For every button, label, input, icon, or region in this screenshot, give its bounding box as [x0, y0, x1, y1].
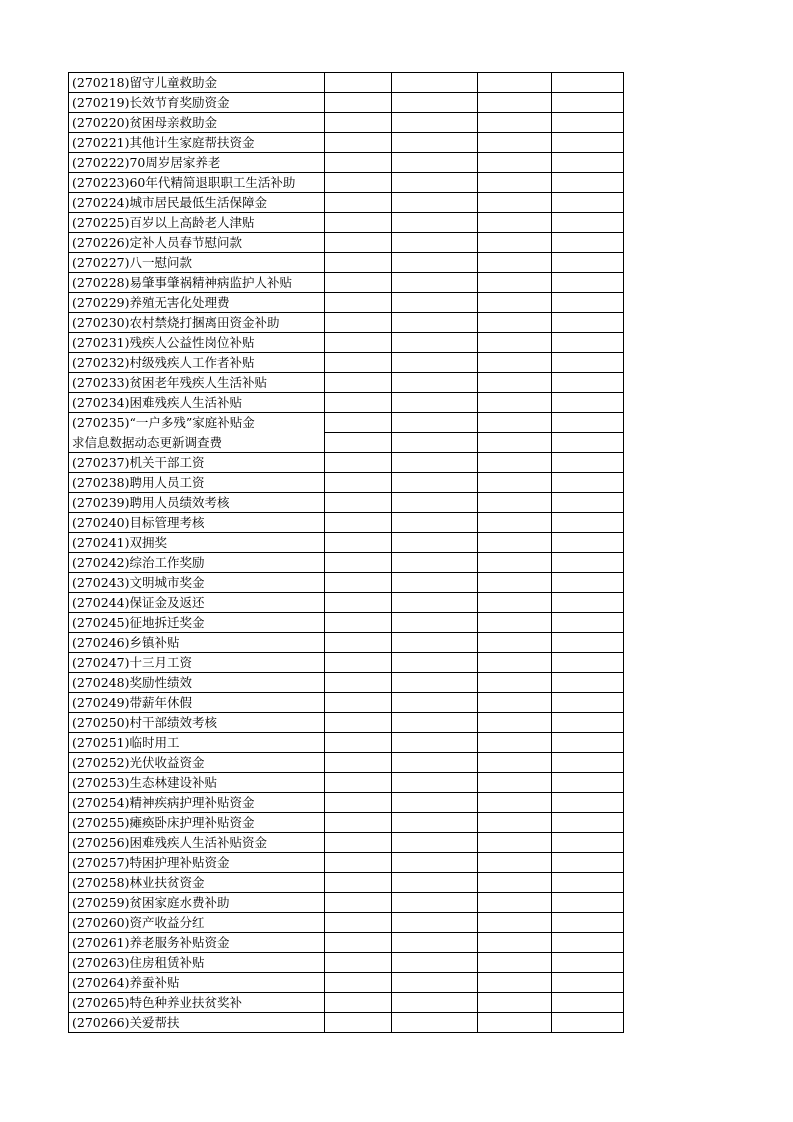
- empty-cell[interactable]: [552, 593, 624, 613]
- empty-cell[interactable]: [552, 373, 624, 393]
- empty-cell[interactable]: [552, 693, 624, 713]
- empty-cell[interactable]: [552, 273, 624, 293]
- empty-cell[interactable]: [552, 233, 624, 253]
- empty-cell[interactable]: [552, 1013, 624, 1033]
- empty-cell[interactable]: [392, 593, 478, 613]
- empty-cell[interactable]: [552, 73, 624, 93]
- empty-cell[interactable]: [478, 93, 552, 113]
- item-label-cell[interactable]: (270251)临时用工: [69, 733, 325, 753]
- empty-cell[interactable]: [325, 133, 392, 153]
- empty-cell[interactable]: [325, 533, 392, 553]
- empty-cell[interactable]: [392, 853, 478, 873]
- table-row: [69, 233, 624, 253]
- table-row: [69, 173, 624, 193]
- table-row: [69, 373, 624, 393]
- empty-cell[interactable]: [325, 633, 392, 653]
- empty-cell[interactable]: [552, 513, 624, 533]
- empty-cell[interactable]: [478, 1013, 552, 1033]
- empty-cell[interactable]: [392, 73, 478, 93]
- empty-cell[interactable]: [478, 213, 552, 233]
- empty-cell[interactable]: [552, 973, 624, 993]
- table-row: [69, 933, 624, 953]
- empty-cell[interactable]: [478, 293, 552, 313]
- empty-cell[interactable]: [325, 93, 392, 113]
- table-body: [69, 73, 624, 1033]
- empty-cell[interactable]: [392, 613, 478, 633]
- table-row: [69, 153, 624, 173]
- item-label-cell[interactable]: (270256)困难残疾人生活补贴资金: [69, 833, 325, 853]
- empty-cell[interactable]: [552, 813, 624, 833]
- empty-cell[interactable]: [478, 233, 552, 253]
- empty-cell[interactable]: [392, 813, 478, 833]
- empty-cell[interactable]: [478, 813, 552, 833]
- item-label-cell[interactable]: (270259)贫困家庭水费补助: [69, 893, 325, 913]
- empty-cell[interactable]: [478, 713, 552, 733]
- empty-cell[interactable]: [392, 793, 478, 813]
- empty-cell[interactable]: [552, 473, 624, 493]
- empty-cell[interactable]: [325, 893, 392, 913]
- empty-cell[interactable]: [552, 933, 624, 953]
- item-label-cell[interactable]: (270244)保证金及返还: [69, 593, 325, 613]
- empty-cell[interactable]: [392, 93, 478, 113]
- item-label-cell[interactable]: (270242)综治工作奖励: [69, 553, 325, 573]
- table-row: [69, 833, 624, 853]
- empty-cell[interactable]: [325, 1013, 392, 1033]
- empty-cell[interactable]: [552, 753, 624, 773]
- empty-cell[interactable]: [325, 473, 392, 493]
- item-label-cell[interactable]: (270250)村干部绩效考核: [69, 713, 325, 733]
- empty-cell[interactable]: [325, 753, 392, 773]
- empty-cell[interactable]: [392, 293, 478, 313]
- item-label-cell[interactable]: (270219)长效节育奖励资金: [69, 93, 325, 113]
- item-label-cell[interactable]: (270258)林业扶贫资金: [69, 873, 325, 893]
- empty-cell[interactable]: [478, 593, 552, 613]
- empty-cell[interactable]: [392, 733, 478, 753]
- empty-cell[interactable]: [552, 433, 624, 453]
- item-label-cell[interactable]: (270254)精神疾病护理补贴资金: [69, 793, 325, 813]
- empty-cell[interactable]: [552, 853, 624, 873]
- item-label-cell[interactable]: (270234)困难残疾人生活补贴: [69, 393, 325, 413]
- empty-cell[interactable]: [552, 993, 624, 1013]
- empty-cell[interactable]: [478, 893, 552, 913]
- empty-cell[interactable]: [392, 973, 478, 993]
- table-row: [69, 733, 624, 753]
- empty-cell[interactable]: [478, 173, 552, 193]
- empty-cell[interactable]: [392, 773, 478, 793]
- item-label-cell[interactable]: (270266)关爱帮扶: [69, 1013, 325, 1033]
- empty-cell[interactable]: [552, 953, 624, 973]
- empty-cell[interactable]: [325, 153, 392, 173]
- empty-cell[interactable]: [552, 353, 624, 373]
- table-row: [69, 593, 624, 613]
- empty-cell[interactable]: [392, 433, 478, 453]
- table-row: [69, 273, 624, 293]
- item-label-cell[interactable]: (270223)60年代精简退职职工生活补助: [69, 173, 325, 193]
- table-row: [69, 953, 624, 973]
- empty-cell[interactable]: [392, 893, 478, 913]
- empty-cell[interactable]: [325, 613, 392, 633]
- empty-cell[interactable]: [552, 713, 624, 733]
- item-label-cell[interactable]: (270245)征地拆迁奖金: [69, 613, 325, 633]
- empty-cell[interactable]: [325, 433, 392, 453]
- empty-cell[interactable]: [552, 453, 624, 473]
- table-row: [69, 453, 624, 473]
- empty-cell[interactable]: [478, 493, 552, 513]
- empty-cell[interactable]: [325, 253, 392, 273]
- empty-cell[interactable]: [552, 553, 624, 573]
- empty-cell[interactable]: [392, 453, 478, 473]
- table-row: [69, 93, 624, 113]
- empty-cell[interactable]: [552, 833, 624, 853]
- empty-cell[interactable]: [392, 333, 478, 353]
- item-label-cell[interactable]: (270241)双拥奖: [69, 533, 325, 553]
- item-label-cell[interactable]: (270221)其他计生家庭帮扶资金: [69, 133, 325, 153]
- empty-cell[interactable]: [392, 233, 478, 253]
- empty-cell[interactable]: [325, 773, 392, 793]
- item-label-cell[interactable]: (270222)70周岁居家养老: [69, 153, 325, 173]
- empty-cell[interactable]: [392, 953, 478, 973]
- empty-cell[interactable]: [392, 113, 478, 133]
- item-label-cell[interactable]: (270260)资产收益分红: [69, 913, 325, 933]
- empty-cell[interactable]: [392, 553, 478, 573]
- item-label-cell[interactable]: (270239)聘用人员绩效考核: [69, 493, 325, 513]
- empty-cell[interactable]: [325, 813, 392, 833]
- table-row: [69, 1013, 624, 1033]
- empty-cell[interactable]: [478, 433, 552, 453]
- item-label-cell[interactable]: (270248)奖励性绩效: [69, 673, 325, 693]
- empty-cell[interactable]: [552, 653, 624, 673]
- item-label-cell[interactable]: (270225)百岁以上高龄老人津贴: [69, 213, 325, 233]
- empty-cell[interactable]: [325, 113, 392, 133]
- item-label-cell[interactable]: (270224)城市居民最低生活保障金: [69, 193, 325, 213]
- table-row: [69, 413, 624, 433]
- empty-cell[interactable]: [478, 313, 552, 333]
- empty-cell[interactable]: [552, 793, 624, 813]
- table-row: [69, 193, 624, 213]
- table-row: [69, 493, 624, 513]
- empty-cell[interactable]: [552, 293, 624, 313]
- empty-cell[interactable]: [478, 733, 552, 753]
- empty-cell[interactable]: [325, 873, 392, 893]
- table-row: [69, 513, 624, 533]
- empty-cell[interactable]: [392, 373, 478, 393]
- table-row: [69, 313, 624, 333]
- empty-cell[interactable]: [325, 173, 392, 193]
- empty-cell[interactable]: [325, 673, 392, 693]
- empty-cell[interactable]: [325, 233, 392, 253]
- empty-cell[interactable]: [392, 253, 478, 273]
- empty-cell[interactable]: [478, 833, 552, 853]
- empty-cell[interactable]: [392, 753, 478, 773]
- empty-cell[interactable]: [392, 413, 478, 433]
- item-label-cell[interactable]: (270253)生态林建设补贴: [69, 773, 325, 793]
- empty-cell[interactable]: [552, 413, 624, 433]
- empty-cell[interactable]: [392, 833, 478, 853]
- empty-cell[interactable]: [325, 193, 392, 213]
- table-row: [69, 293, 624, 313]
- item-label-cell[interactable]: (270249)带薪年休假: [69, 693, 325, 713]
- empty-cell[interactable]: [478, 273, 552, 293]
- table-row: [69, 613, 624, 633]
- empty-cell[interactable]: [478, 553, 552, 573]
- empty-cell[interactable]: [478, 73, 552, 93]
- table-row: [69, 753, 624, 773]
- empty-cell[interactable]: [478, 113, 552, 133]
- item-label-cell[interactable]: (270255)瘫痪卧床护理补贴资金: [69, 813, 325, 833]
- empty-cell[interactable]: [552, 393, 624, 413]
- empty-cell[interactable]: [478, 573, 552, 593]
- empty-cell[interactable]: [478, 913, 552, 933]
- empty-cell[interactable]: [325, 373, 392, 393]
- table-row: [69, 673, 624, 693]
- empty-cell[interactable]: [325, 913, 392, 933]
- empty-cell[interactable]: [325, 513, 392, 533]
- item-label-cell[interactable]: (270220)贫困母亲救助金: [69, 113, 325, 133]
- empty-cell[interactable]: [325, 293, 392, 313]
- empty-cell[interactable]: [478, 193, 552, 213]
- empty-cell[interactable]: [478, 993, 552, 1013]
- empty-cell[interactable]: [478, 653, 552, 673]
- empty-cell[interactable]: [392, 133, 478, 153]
- empty-cell[interactable]: [392, 473, 478, 493]
- empty-cell[interactable]: [325, 733, 392, 753]
- empty-cell[interactable]: [392, 533, 478, 553]
- empty-cell[interactable]: [392, 673, 478, 693]
- empty-cell[interactable]: [552, 873, 624, 893]
- table-row: [69, 573, 624, 593]
- table-row: [69, 333, 624, 353]
- empty-cell[interactable]: [325, 413, 392, 433]
- empty-cell[interactable]: [325, 273, 392, 293]
- item-label-cell[interactable]: (270237)机关干部工资: [69, 453, 325, 473]
- table-row: [69, 213, 624, 233]
- empty-cell[interactable]: [478, 473, 552, 493]
- table-row: [69, 393, 624, 413]
- table-row: [69, 873, 624, 893]
- item-label-cell[interactable]: 求信息数据动态更新调查费: [69, 433, 325, 453]
- empty-cell[interactable]: [392, 933, 478, 953]
- table-row: [69, 533, 624, 553]
- budget-table: [68, 72, 624, 1033]
- empty-cell[interactable]: [325, 313, 392, 333]
- table-row: [69, 73, 624, 93]
- empty-cell[interactable]: [552, 613, 624, 633]
- empty-cell[interactable]: [392, 353, 478, 373]
- table-row: [69, 553, 624, 573]
- empty-cell[interactable]: [392, 653, 478, 673]
- empty-cell[interactable]: [552, 893, 624, 913]
- empty-cell[interactable]: [552, 213, 624, 233]
- table-row: [69, 693, 624, 713]
- item-label-cell[interactable]: (270243)文明城市奖金: [69, 573, 325, 593]
- empty-cell[interactable]: [325, 793, 392, 813]
- empty-cell[interactable]: [478, 133, 552, 153]
- empty-cell[interactable]: [325, 493, 392, 513]
- empty-cell[interactable]: [552, 333, 624, 353]
- empty-cell[interactable]: [552, 173, 624, 193]
- table-row: [69, 633, 624, 653]
- table-row: [69, 113, 624, 133]
- empty-cell[interactable]: [478, 353, 552, 373]
- empty-cell[interactable]: [552, 633, 624, 653]
- empty-cell[interactable]: [392, 913, 478, 933]
- empty-cell[interactable]: [478, 953, 552, 973]
- table-row: [69, 973, 624, 993]
- item-label-cell[interactable]: (270263)住房租赁补贴: [69, 953, 325, 973]
- item-label-cell[interactable]: (270231)残疾人公益性岗位补贴: [69, 333, 325, 353]
- table-row: [69, 893, 624, 913]
- empty-cell[interactable]: [392, 313, 478, 333]
- empty-cell[interactable]: [325, 573, 392, 593]
- item-label-cell[interactable]: (270226)定补人员春节慰问款: [69, 233, 325, 253]
- empty-cell[interactable]: [392, 713, 478, 733]
- empty-cell[interactable]: [478, 633, 552, 653]
- table-row: [69, 773, 624, 793]
- item-label-cell[interactable]: (270229)养殖无害化处理费: [69, 293, 325, 313]
- empty-cell[interactable]: [325, 833, 392, 853]
- empty-cell[interactable]: [392, 153, 478, 173]
- item-label-cell[interactable]: (270264)养蚕补贴: [69, 973, 325, 993]
- empty-cell[interactable]: [478, 333, 552, 353]
- empty-cell[interactable]: [392, 873, 478, 893]
- item-label-cell[interactable]: (270257)特困护理补贴资金: [69, 853, 325, 873]
- table-row: [69, 853, 624, 873]
- empty-cell[interactable]: [552, 313, 624, 333]
- empty-cell[interactable]: [392, 493, 478, 513]
- empty-cell[interactable]: [325, 713, 392, 733]
- empty-cell[interactable]: [325, 453, 392, 473]
- empty-cell[interactable]: [392, 173, 478, 193]
- empty-cell[interactable]: [392, 513, 478, 533]
- empty-cell[interactable]: [478, 793, 552, 813]
- item-label-cell[interactable]: (270238)聘用人员工资: [69, 473, 325, 493]
- item-label-cell[interactable]: (270232)村级残疾人工作者补贴: [69, 353, 325, 373]
- table-row: [69, 253, 624, 273]
- empty-cell[interactable]: [392, 693, 478, 713]
- empty-cell[interactable]: [552, 153, 624, 173]
- empty-cell[interactable]: [325, 353, 392, 373]
- empty-cell[interactable]: [478, 393, 552, 413]
- item-label-cell[interactable]: (270218)留守儿童救助金: [69, 73, 325, 93]
- table-row: [69, 353, 624, 373]
- empty-cell[interactable]: [325, 653, 392, 673]
- empty-cell[interactable]: [478, 873, 552, 893]
- empty-cell[interactable]: [392, 393, 478, 413]
- empty-cell[interactable]: [552, 193, 624, 213]
- empty-cell[interactable]: [392, 193, 478, 213]
- table-row: [69, 793, 624, 813]
- table-row: [69, 913, 624, 933]
- item-label-cell[interactable]: (270265)特色种养业扶贫奖补: [69, 993, 325, 1013]
- empty-cell[interactable]: [478, 673, 552, 693]
- empty-cell[interactable]: [478, 853, 552, 873]
- empty-cell[interactable]: [325, 553, 392, 573]
- empty-cell[interactable]: [478, 973, 552, 993]
- empty-cell[interactable]: [392, 993, 478, 1013]
- item-label-cell[interactable]: (270246)乡镇补贴: [69, 633, 325, 653]
- empty-cell[interactable]: [392, 573, 478, 593]
- empty-cell[interactable]: [392, 273, 478, 293]
- empty-cell[interactable]: [325, 393, 392, 413]
- empty-cell[interactable]: [552, 913, 624, 933]
- empty-cell[interactable]: [478, 513, 552, 533]
- empty-cell[interactable]: [552, 493, 624, 513]
- empty-cell[interactable]: [478, 693, 552, 713]
- empty-cell[interactable]: [552, 133, 624, 153]
- empty-cell[interactable]: [552, 253, 624, 273]
- empty-cell[interactable]: [325, 933, 392, 953]
- empty-cell[interactable]: [392, 633, 478, 653]
- item-label-cell[interactable]: (270235)“一户多残”家庭补贴金: [69, 413, 325, 433]
- empty-cell[interactable]: [478, 533, 552, 553]
- empty-cell[interactable]: [325, 953, 392, 973]
- item-label-cell[interactable]: (270233)贫困老年残疾人生活补贴: [69, 373, 325, 393]
- empty-cell[interactable]: [552, 93, 624, 113]
- empty-cell[interactable]: [478, 373, 552, 393]
- empty-cell[interactable]: [478, 453, 552, 473]
- table-row: [69, 133, 624, 153]
- item-label-cell[interactable]: (270247)十三月工资: [69, 653, 325, 673]
- empty-cell[interactable]: [392, 1013, 478, 1033]
- empty-cell[interactable]: [552, 733, 624, 753]
- empty-cell[interactable]: [552, 533, 624, 553]
- empty-cell[interactable]: [552, 113, 624, 133]
- item-label-cell[interactable]: (270261)养老服务补贴资金: [69, 933, 325, 953]
- empty-cell[interactable]: [552, 773, 624, 793]
- empty-cell[interactable]: [478, 773, 552, 793]
- empty-cell[interactable]: [325, 973, 392, 993]
- item-label-cell[interactable]: (270230)农村禁烧打捆离田资金补助: [69, 313, 325, 333]
- empty-cell[interactable]: [478, 753, 552, 773]
- empty-cell[interactable]: [325, 853, 392, 873]
- empty-cell[interactable]: [392, 213, 478, 233]
- item-label-cell[interactable]: (270240)目标管理考核: [69, 513, 325, 533]
- item-label-cell[interactable]: (270228)易肇事肇祸精神病监护人补贴: [69, 273, 325, 293]
- empty-cell[interactable]: [478, 613, 552, 633]
- empty-cell[interactable]: [325, 593, 392, 613]
- table-row: [69, 813, 624, 833]
- empty-cell[interactable]: [478, 153, 552, 173]
- table-row: [69, 653, 624, 673]
- table-row: [69, 713, 624, 733]
- empty-cell[interactable]: [325, 693, 392, 713]
- empty-cell[interactable]: [325, 333, 392, 353]
- empty-cell[interactable]: [478, 413, 552, 433]
- table-row: [69, 473, 624, 493]
- table-row: [69, 433, 624, 453]
- empty-cell[interactable]: [478, 253, 552, 273]
- item-label-cell[interactable]: (270227)八一慰问款: [69, 253, 325, 273]
- table-row: [69, 993, 624, 1013]
- empty-cell[interactable]: [552, 573, 624, 593]
- empty-cell[interactable]: [478, 933, 552, 953]
- empty-cell[interactable]: [325, 213, 392, 233]
- item-label-cell[interactable]: (270252)光伏收益资金: [69, 753, 325, 773]
- empty-cell[interactable]: [325, 73, 392, 93]
- empty-cell[interactable]: [325, 993, 392, 1013]
- empty-cell[interactable]: [552, 673, 624, 693]
